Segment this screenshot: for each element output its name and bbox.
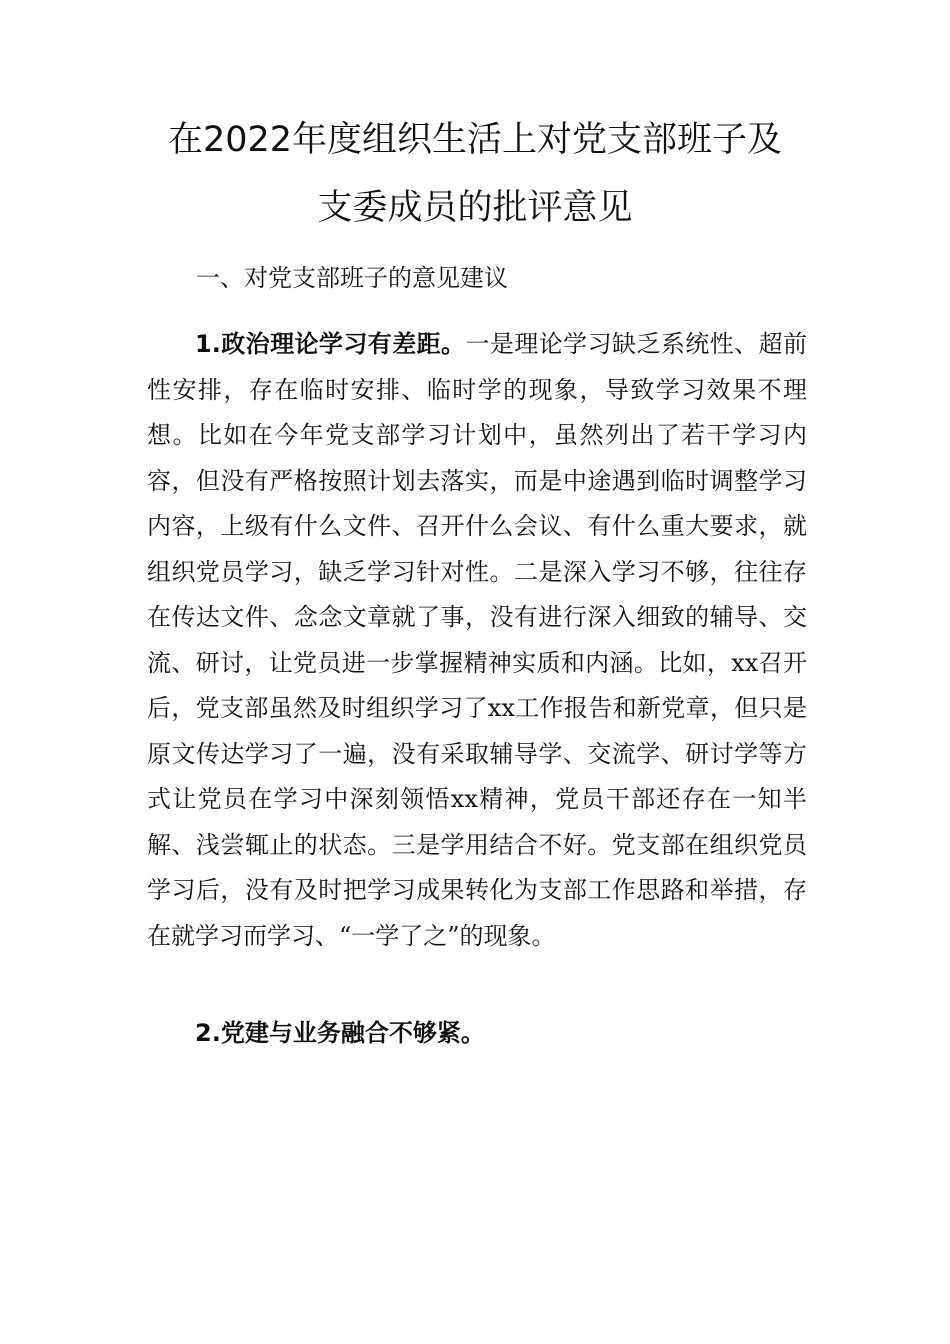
item-1-body: 一是理论学习缺乏系统性、超前性安排，存在临时安排、临时学的现象，导致学习效果不理想。比如在今年党支部学习计划中，虽然列出了若干学习内容，但没有严格按照计划去落实，而是中途遇到临时调整学习内容，上级有什么文件、召开什么会议、有什么重大要求，就组织党员学习，缺乏学习针对性。二是深入学习不够，往往存在传达文件、念念文章就了事，没有进行深入细致的辅导、交流、研讨，让党员进一步掌握精神实质和内涵。比如，xx召开后，党支部虽然及时组织学习了xx工作报告和新党章，但只是原文传达学习了一遍，没有采取辅导学、交流学、研讨学等方式让党员在学习中深刻领悟xx精神，党员干部还存在一知半解、浅尝辄止的状态。三是学用结合不好。党支部在组织党员学习后，没有及时把学习成果转化为支部工作思路和举措，存在就学习而学习、“一学了之”的现象。	[147, 330, 807, 950]
item-2-lead: 2.党建与业务融合不够紧。	[195, 1019, 485, 1047]
document-title-line-1: 在2022年度组织生活上对党支部班子及	[167, 120, 783, 160]
paragraph-item-1	[147, 322, 807, 959]
document-title-line-2: 支委成员的批评意见	[317, 188, 633, 228]
section-heading: 一、对党支部班子的意见建议	[196, 264, 508, 292]
item-1-lead: 1.政治理论学习有差距。	[195, 330, 466, 358]
paragraph-item-2	[147, 1011, 807, 1057]
